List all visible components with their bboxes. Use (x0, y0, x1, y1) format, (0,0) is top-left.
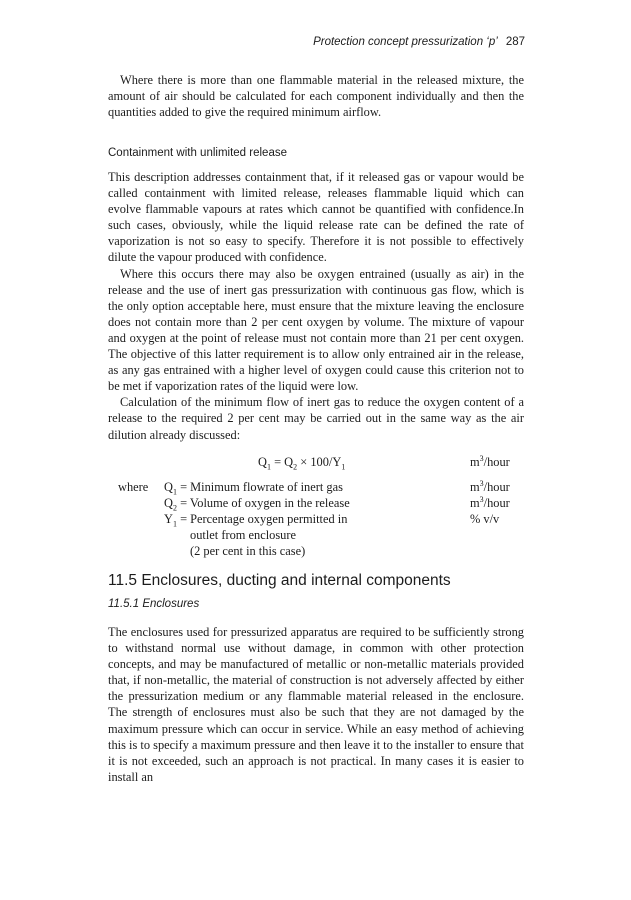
running-header (313, 36, 525, 48)
final-paragraph-block (108, 624, 524, 785)
definition-row: $Q_1$ = Minimum flowrate of inert gas (164, 480, 343, 497)
page-number: 287 (505, 36, 525, 48)
intro-paragraph: Where there is more than one flammable material in the released mixture, the amount of air should be calculated for each component individually and then the quantities added to give the required minimum airflow. (108, 73, 524, 120)
header-title: Protection concept pressurization ‘p’ (313, 36, 498, 48)
definition-continuation: outlet from enclosure (190, 528, 296, 542)
section-heading: Containment with unlimited release (108, 147, 287, 159)
major-heading: 11.5 Enclosures, ducting and internal components (108, 572, 451, 589)
paragraph-3: Calculation of the minimum flow of inert gas to reduce the oxygen content of a release to the required 2 per cent may be carried out in the same way as the air dilution already discussed: (108, 395, 524, 442)
paragraph-2: Where this occurs there may also be oxygen entrained (usually as air) in the release and the use of inert gas pressurization with continuous gas flow, which is the only option acceptable here, must ensure that the mixture leaving the enclosure does not contain more than 2 per cent oxygen by volume. The mixture of vapour and oxygen at the point of release must not contain more than 21 per cent oxygen. The objective of this latter requirement is to allow only entrained air in the release, as any gas entrained with a higher level of oxygen could cause this criterion not to be met if vaporization rates of the liquid were low. (108, 266, 524, 394)
definition-unit: $m^3$/hour (470, 478, 510, 494)
body-paragraphs (108, 169, 524, 443)
paragraph-1: This description addresses containment that, if it released gas or vapour would be called containment with limited release, releases flammable liquid which can evolve flammable vapours at rates which cannot be quantified with confidence.In such cases, obviously, while the liquid release rate can be defined the rate of vaporization is not so easy to specify. Therefore it is not possible to effectively dilute the vapour produced with confidence. (108, 170, 524, 265)
definition-row: $Y_1$ = Percentage oxygen permitted in (164, 512, 348, 529)
definition-unit: % v/v (470, 512, 500, 526)
definition-row: $Q_2$ = Volume of oxygen in the release (164, 496, 350, 513)
definition-continuation: (2 per cent in this case) (190, 544, 306, 558)
equation-unit: $m^3$/hour (470, 453, 510, 469)
definitions-where: where (118, 480, 149, 494)
subsection-heading: 11.5.1 Enclosures (108, 598, 200, 610)
equation: $Q_1 = Q_2 \times 100/Y_1$ (258, 455, 346, 472)
final-paragraph: The enclosures used for pressurized apparatus are required to be sufficiently strong to withstand normal use without damage, in common with other protection concepts, and may be manufactured of metallic or non-metallic materials provided that, if non-metallic, the material of construction is not adversely affected by either the pressurization medium or any flammable material released in the enclosure. The strength of enclosures must also be such that they are not damaged by the maximum pressure which can occur in service. While an easy method of achieving this is to specify a maximum pressure and then leave it to the installer to ensure that it is not exceeded, such an approach is not practical. In many cases it is easier to install an (108, 625, 524, 784)
definition-unit: $m^3$/hour (470, 494, 510, 510)
intro-paragraph-block (108, 72, 524, 120)
